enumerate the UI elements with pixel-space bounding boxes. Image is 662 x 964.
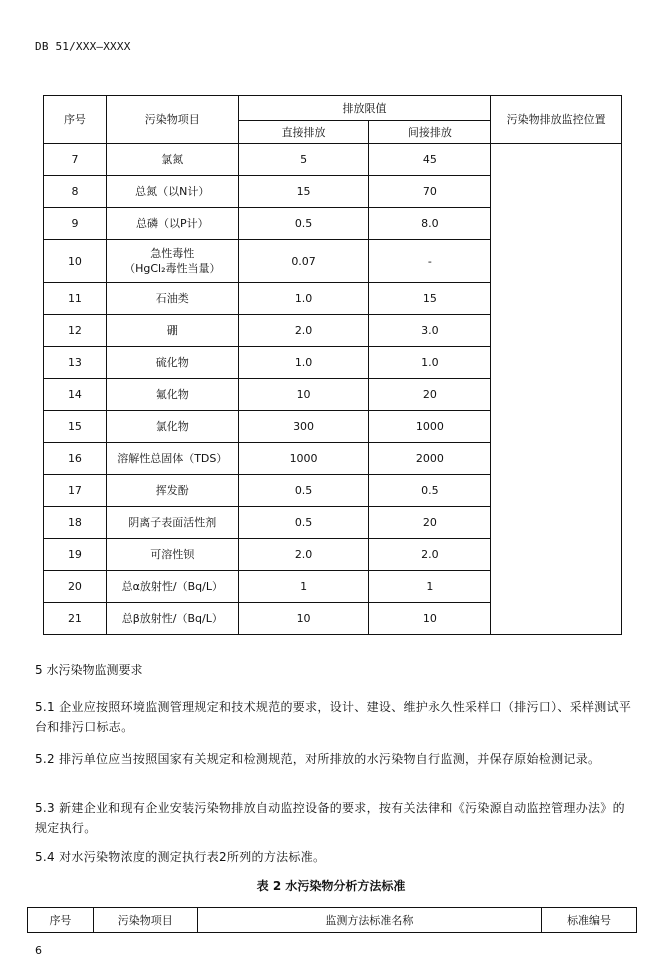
- cell-indirect: 1: [369, 571, 491, 603]
- cell-item: 氟化物: [106, 379, 238, 411]
- cell-item: 挥发酚: [106, 475, 238, 507]
- cell-indirect: 2000: [369, 443, 491, 475]
- cell-item: 总磷（以P计）: [106, 208, 238, 240]
- cell-direct: 1.0: [238, 347, 369, 379]
- cell-seq: 10: [44, 240, 107, 283]
- cell-direct: 5: [238, 144, 369, 176]
- cell-item: 总α放射性/（Bq/L）: [106, 571, 238, 603]
- cell-indirect: 20: [369, 379, 491, 411]
- cell-direct: 10: [238, 379, 369, 411]
- cell-direct: 0.5: [238, 208, 369, 240]
- col-header-item: 污染物项目: [106, 96, 238, 144]
- cell-indirect: 2.0: [369, 539, 491, 571]
- cell-direct: 1: [238, 571, 369, 603]
- cell-location: [491, 144, 622, 635]
- cell-item: 硫化物: [106, 347, 238, 379]
- cell-seq: 13: [44, 347, 107, 379]
- cell-item: 总氮（以N计）: [106, 176, 238, 208]
- cell-direct: 0.5: [238, 507, 369, 539]
- cell-seq: 18: [44, 507, 107, 539]
- cell-item: 氯化物: [106, 411, 238, 443]
- document-id-header: DB 51/XXX—XXXX: [35, 40, 131, 53]
- cell-seq: 16: [44, 443, 107, 475]
- cell-direct: 2.0: [238, 539, 369, 571]
- cell-seq: 21: [44, 603, 107, 635]
- t2-col-header-seq: 序号: [28, 908, 94, 933]
- cell-indirect: 45: [369, 144, 491, 176]
- cell-direct: 1.0: [238, 283, 369, 315]
- emission-limits-table: [43, 95, 622, 635]
- cell-item: 可溶性钡: [106, 539, 238, 571]
- cell-item: 阴离子表面活性剂: [106, 507, 238, 539]
- cell-item: 石油类: [106, 283, 238, 315]
- cell-seq: 17: [44, 475, 107, 507]
- table-row: [44, 144, 622, 176]
- cell-item: 硼: [106, 315, 238, 347]
- col-header-seq: 序号: [44, 96, 107, 144]
- t2-col-header-std: 标准编号: [542, 908, 637, 933]
- cell-indirect: 20: [369, 507, 491, 539]
- cell-item: 溶解性总固体（TDS）: [106, 443, 238, 475]
- cell-indirect: 8.0: [369, 208, 491, 240]
- cell-direct: 0.07: [238, 240, 369, 283]
- t2-col-header-method: 监测方法标准名称: [197, 908, 541, 933]
- cell-indirect: 1000: [369, 411, 491, 443]
- cell-seq: 12: [44, 315, 107, 347]
- cell-direct: 2.0: [238, 315, 369, 347]
- cell-seq: 20: [44, 571, 107, 603]
- cell-item: 总β放射性/（Bq/L）: [106, 603, 238, 635]
- cell-seq: 15: [44, 411, 107, 443]
- cell-direct: 10: [238, 603, 369, 635]
- table-2-caption: 表 2 水污染物分析方法标准: [256, 879, 406, 893]
- paragraph-5-1: 5.1 企业应按照环境监测管理规定和技术规范的要求，设计、建设、维护永久性采样口（排污口）、采样测试平台和排污口标志。: [35, 700, 632, 734]
- cell-seq: 7: [44, 144, 107, 176]
- t2-col-header-item: 污染物项目: [93, 908, 197, 933]
- cell-seq: 11: [44, 283, 107, 315]
- cell-indirect: 0.5: [369, 475, 491, 507]
- cell-indirect: -: [369, 240, 491, 283]
- cell-direct: 15: [238, 176, 369, 208]
- page-number: 6: [35, 944, 42, 957]
- cell-indirect: 15: [369, 283, 491, 315]
- cell-direct: 1000: [238, 443, 369, 475]
- table-2-header-row: [28, 908, 637, 933]
- cell-item: 氯氮: [106, 144, 238, 176]
- cell-direct: 300: [238, 411, 369, 443]
- cell-indirect: 1.0: [369, 347, 491, 379]
- paragraph-5-3: 5.3 新建企业和现有企业安装污染物排放自动监控设备的要求，按有关法律和《污染源自动监控管理办法》的规定执行。: [35, 801, 625, 835]
- col-header-location: 污染物排放监控位置: [491, 96, 622, 144]
- cell-indirect: 3.0: [369, 315, 491, 347]
- cell-seq: 9: [44, 208, 107, 240]
- col-header-indirect: 间接排放: [369, 121, 491, 144]
- paragraph-5-2: 5.2 排污单位应当按照国家有关规定和检测规范，对所排放的水污染物自行监测，并保存原始检测记录。: [35, 752, 601, 766]
- cell-direct: 0.5: [238, 475, 369, 507]
- cell-item-line1: 急性毒性: [150, 247, 195, 260]
- cell-item: [106, 240, 238, 283]
- col-header-direct: 直接排放: [238, 121, 369, 144]
- section-5-title: 5 水污染物监测要求: [35, 663, 143, 677]
- col-header-limit: 排放限值: [238, 96, 491, 121]
- cell-indirect: 70: [369, 176, 491, 208]
- analysis-methods-table: [27, 907, 637, 933]
- cell-seq: 8: [44, 176, 107, 208]
- cell-seq: 19: [44, 539, 107, 571]
- cell-item-line2: （HgCl₂毒性当量）: [124, 262, 221, 275]
- cell-seq: 14: [44, 379, 107, 411]
- cell-indirect: 10: [369, 603, 491, 635]
- paragraph-5-4: 5.4 对水污染物浓度的测定执行表2所列的方法标准。: [35, 850, 326, 864]
